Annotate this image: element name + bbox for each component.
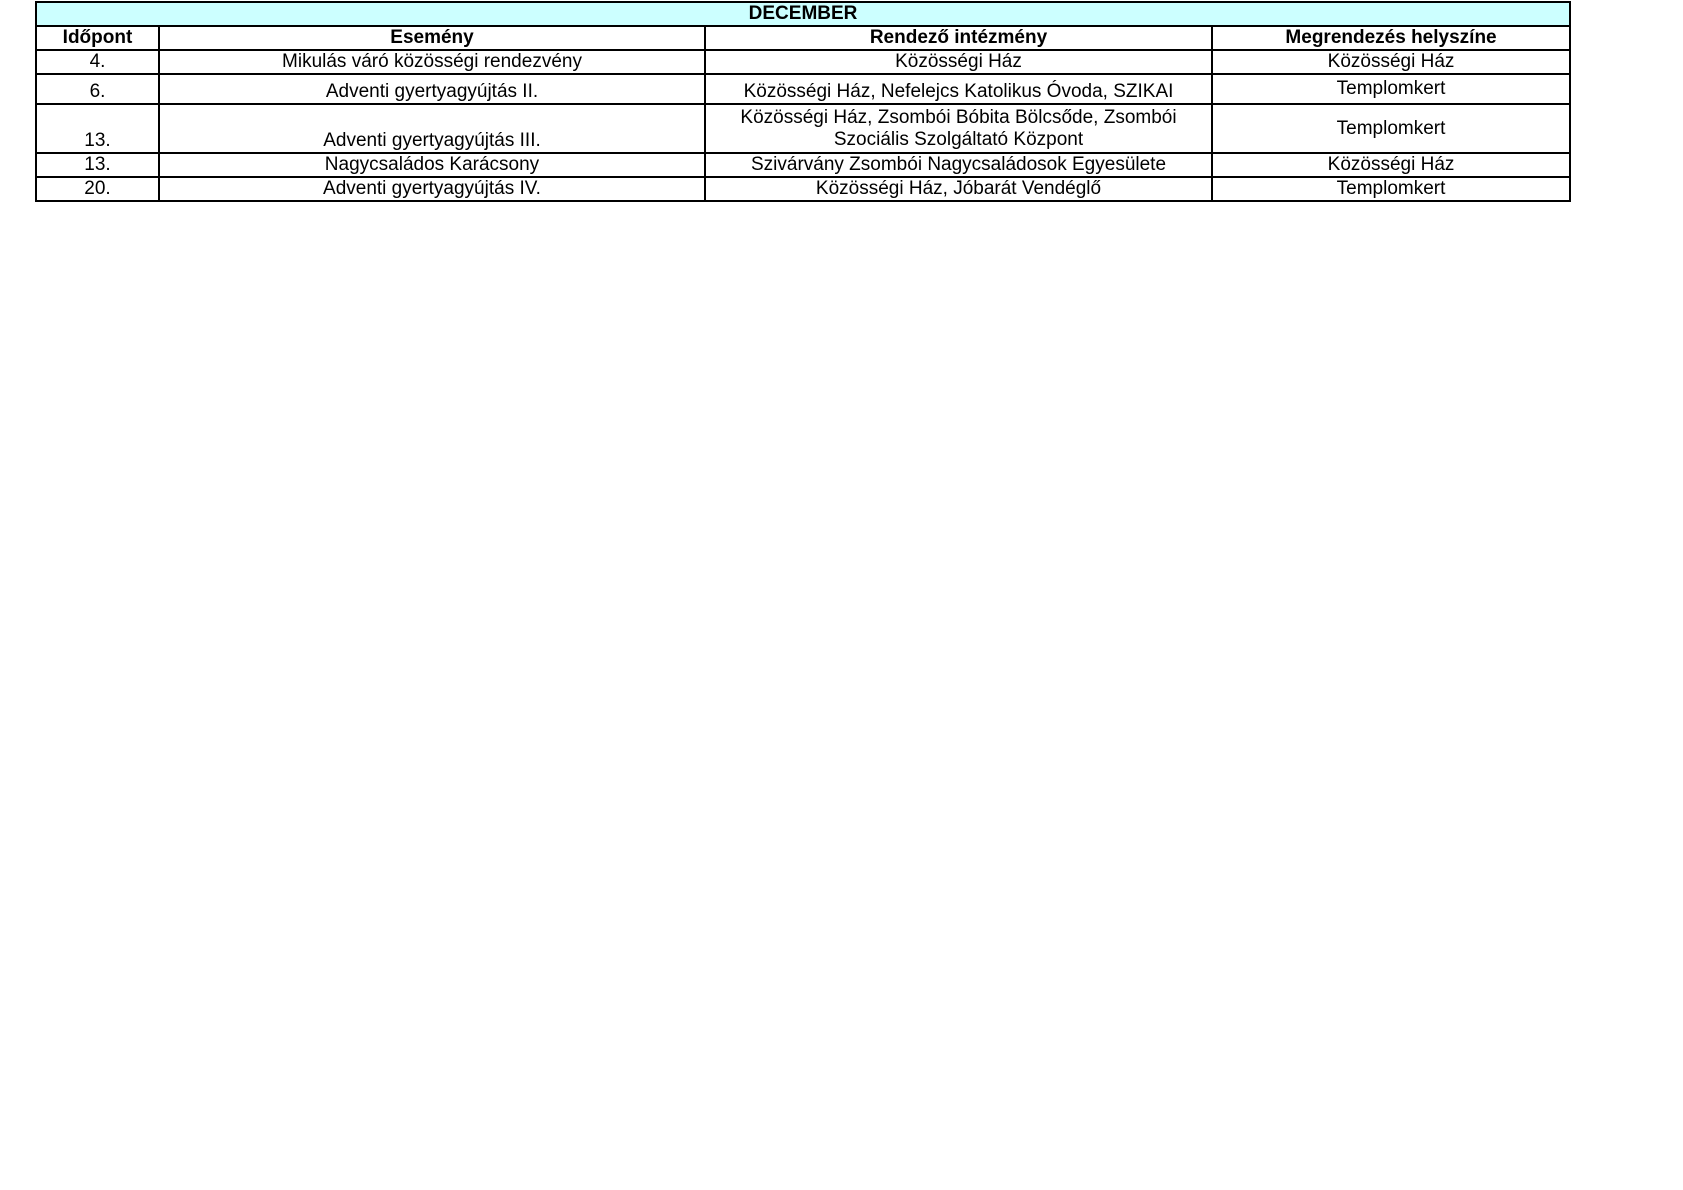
table-row [36,177,1570,201]
cell-organizer: Közösségi Ház [705,50,1212,74]
cell-time: 4. [36,50,159,74]
column-header-row [36,26,1570,50]
column-header-time: Időpont [36,26,159,50]
cell-event: Nagycsaládos Karácsony [159,153,705,177]
cell-organizer: Szivárvány Zsombói Nagycsaládosok Egyesülete [705,153,1212,177]
cell-time: 13. [36,104,159,153]
cell-time: 6. [36,74,159,104]
cell-organizer: Közösségi Ház, Nefelejcs Katolikus Óvoda, SZIKAI [705,74,1212,104]
cell-organizer [705,104,1212,153]
cell-organizer: Közösségi Ház, Jóbarát Vendéglő [705,177,1212,201]
cell-venue: Templomkert [1212,104,1570,153]
organizer-line-2: Szociális Szolgáltató Központ [833,128,1084,150]
column-header-organizer: Rendező intézmény [705,26,1212,50]
month-title: DECEMBER [36,2,1570,26]
cell-venue: Templomkert [1212,177,1570,201]
cell-event: Adventi gyertyagyújtás II. [159,74,705,104]
table-row [36,74,1570,104]
cell-time: 13. [36,153,159,177]
column-header-venue: Megrendezés helyszíne [1212,26,1570,50]
cell-event: Adventi gyertyagyújtás III. [159,104,705,153]
column-header-event: Esemény [159,26,705,50]
cell-event: Adventi gyertyagyújtás IV. [159,177,705,201]
cell-event: Mikulás váró közösségi rendezvény [159,50,705,74]
event-schedule-table [35,1,1571,202]
table-row [36,50,1570,74]
table-row [36,153,1570,177]
organizer-line-1: Közösségi Ház, Zsombói Bóbita Bölcsőde, Zsombói [740,106,1177,128]
table-row [36,104,1570,153]
cell-venue: Templomkert [1212,74,1570,104]
month-header-row [36,2,1570,26]
cell-venue: Közösségi Ház [1212,153,1570,177]
cell-venue: Közösségi Ház [1212,50,1570,74]
cell-time: 20. [36,177,159,201]
